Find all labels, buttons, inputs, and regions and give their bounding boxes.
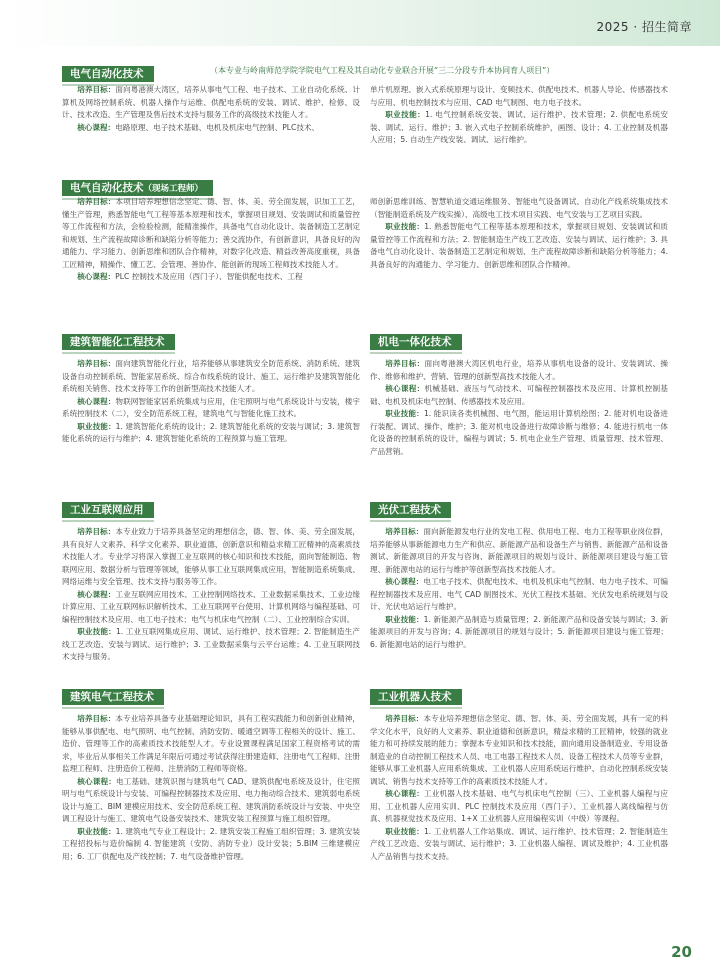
skill-text: 1. 熟悉智能电气工程等基本原理和技术，掌握项目规划、安装调试和质量管控等工作流程和方法；2. 智能制造生产线工艺改造、安装与调试、运行维护；3. 具备电气自动化设计、装备制造工艺制定和规划、生产流程故障诊断和缺陷分析等能力；4. 具备良好的沟通能力、学习能力、创新思维和团队合作精神。 (370, 222, 669, 269)
goal-text: 本专业培养具备专业基础理论知识，具有工程实践能力和创新创业精神，能够从事供配电、电气照明、电气控制、消防安防、暖通空调等工程相关的设计、施工、造价、管理等工作的高素质技术技能型人才。专业设置课程满足国家工程资格考试的需求，毕业后从事相关工作满足年限后可通过考试获得注册建造师、注册电气工程师、注册监理工程师、注册造价工程师、注册消防工程师等资格。 (62, 714, 361, 773)
course-label: 核心课程： (385, 384, 425, 393)
course-text: 电工基础、建筑识图与建筑电气 CAD、建筑供配电系统及设计，住宅照明与电气系统设计与安装、可编程控制器技术及应用、电力拖动综合技术、建筑弱电系统设计与施工、BIM 建模应用技术、安全防范系统工程、建筑消防系统设计与安装、中央空调工程设计与施工、建筑电气设备安装技术、建筑安装工程预算与施工组织管理。 (62, 776, 360, 823)
section-mechatronics (370, 330, 668, 458)
section-body-right (370, 196, 668, 271)
course-text: 电工电子技术、供配电技术、电机及机床电气控制、电力电子技术、可编程控制器技术及应用、电气 CAD 制图技术、光伏工程技术基础、光伏发电系统规划与设计、光伏电站运行与维护。 (370, 577, 669, 611)
course-text: PLC 控制技术及应用（西门子）、智能供配电技术、工程 (115, 272, 303, 281)
skill-text: 1. 新能源产品制造与质量管理；2. 新能源产品和设备安装与调试；3. 新能源项目的开发与咨询；4. 新能源项目的规划与设计；5. 新能源项目建设与施工管理；6. 新能源电站的运行与维护。 (370, 614, 668, 649)
goal-label: 培养目标： (77, 714, 116, 723)
page-number: 20 (671, 943, 692, 961)
course-text-cont: 师创新思维训练、智慧轨道交通运维服务、智能电气设备调试、自动化产线系统集成技术（智能制造系统及产线实操）、高级电工技术项目实践、电气安装与工艺项目实践。 (370, 197, 668, 219)
goal-label: 培养目标： (77, 197, 116, 206)
course-text: 物联网智能家居系统集成与应用，住宅照明与电气系统设计与安装，楼宇系统控制技术（二），安全防范系统工程，建筑电气与智能化施工技术。 (62, 396, 361, 418)
section-industrial-robot (370, 685, 668, 863)
section-title: 建筑电气工程技术 (62, 689, 164, 705)
section-subtitle: （现场工程师） (143, 184, 204, 194)
section-body-left (62, 84, 360, 134)
section-building-electrical (62, 685, 360, 863)
section-title: 机电一体化技术 (370, 334, 462, 350)
section-note: （本专业与岭南师范学院学院电气工程及其自动化专业联合开展“三二分段专升本协同育人项目”） (210, 66, 555, 75)
skill-text: 1. 工业互联网集成应用、调试、运行维护、技术管理；2. 智能制造生产线工艺改造、安装与调试、运行维护；3. 工业数据采集与云平台运维；4. 工业互联网技术支持与服务。 (62, 627, 360, 661)
course-label: 核心课程： (77, 122, 116, 132)
goal-text: 本专业致力于培养具备坚定的理想信念，德、智、体、美、劳全面发展，具有良好人文素养、科学文化素养、职业道德、创新意识和精益求精工匠精神的高素质技术技能人才。专业学习将深入掌握工业互联网的核心知识和技术技能，面向智能制造、物联网应用、数据分析与管理等领域，能够从事工业互联网集成应用，智能制造系统集成、网络运维与安全管理、技术支持与服务等工作。 (62, 527, 361, 586)
course-text: 工业互联网应用技术、工业控制网络技术、工业数据采集技术、工业边缘计算应用、工业互联网标识解析技术、工业互联网平台使用、计算机网络与编程基础、可编程控制技术及应用、电工电子技术；电气与机床电气控制（二）、工业控制综合实训。 (62, 589, 361, 624)
section-industrial-internet (62, 498, 360, 664)
skill-text: 1. 建筑智能化系统的设计；2. 建筑智能化系统的安装与调试；3. 建筑智能化系统的运行与维护；4. 建筑智能化系统的工程预算与施工管理。 (62, 421, 360, 443)
goal-text: 面向粤港澳大湾区机电行业，培养从事机电设备的设计、安装调试、操作、维修和维护、营销、管理的创新型高技术技能人才。 (370, 359, 669, 381)
header-title: 2025 · 招生简章 (596, 20, 692, 34)
section-title: 光伏工程技术 (370, 502, 451, 518)
course-label: 核心课程： (77, 589, 116, 599)
section-title: 工业互联网应用 (62, 502, 154, 518)
skill-label: 职业技能： (385, 409, 424, 418)
section-title (62, 180, 213, 196)
goal-label: 培养目标： (77, 527, 116, 536)
section-photovoltaic (370, 498, 668, 651)
section-body-right (370, 84, 668, 147)
goal-text: 本专业培养理想信念坚定、德、智、体、美、劳全面发展，具有一定的科学文化水平，良好的人文素养、职业道德和创新意识，精益求精的工匠精神，较强的就业能力和可持续发展的能力；掌握本专业知识和技术技能，面向通用设备制造业、专用设备制造业的自动控制工程技术人员、电工电器工程技术人员、设备工程技术人员等专业群，能够从事工业机器人应用系统集成、工业机器人应用系统运行维护、自动化控制系统安装调试、销售与技术支持等工作的高素质技术技能人才。 (370, 714, 669, 786)
goal-text: 面向新能源发电行业的发电工程、供用电工程、电力工程等职业岗位群，培养能够从事新能源电力生产和供应、新能源产品和设备生产与销售、新能源产品和设备测试、新能源项目的开发与咨询、新能源项目的规划与设计、新能源项目建设与施工管理、新能源电站的运行与维护等创新型高技术技能人才。 (370, 527, 669, 574)
skill-text: 1. 工业机器人工作站集成、调试、运行维护、技术管理；2. 智能制造生产线工艺改造、安装与调试、运行维护；3. 工业机器人编程、调试及维护；4. 工业机器人产品销售与技术支持。 (370, 826, 668, 861)
section-building-intelligence (62, 330, 360, 446)
goal-label: 培养目标： (77, 359, 116, 368)
goal-label: 培养目标： (77, 85, 116, 94)
course-label: 核心课程： (385, 789, 424, 798)
skill-label: 职业技能： (77, 826, 116, 836)
course-text: 机械基础、液压与气动技术、可编程控制器技术及应用、计算机控制基础、电机及机床电气控制、传感器技术及应用。 (370, 384, 669, 406)
section-title: 建筑智能化工程技术 (62, 334, 175, 350)
course-label: 核心课程： (385, 577, 424, 586)
section-title: 工业机器人技术 (370, 689, 462, 705)
skill-text: 1. 电气控制系统安装、调试、运行维护、技术管理；2. 供配电系统安装、调试、运行、维护；3. 嵌入式电子控制系统维护，画图、设计；4. 工业控制及机器人应用；5. 自动生产线安装、调试、运行维护。 (370, 110, 668, 144)
course-label: 核心课程： (77, 776, 116, 786)
skill-label: 职业技能： (77, 627, 116, 636)
goal-text: 面向建筑智能化行业，培养能够从事建筑安全防范系统、消防系统、建筑设备自动控制系统、智能家居系统、综合布线系统的设计、施工、运行维护及建筑智能化系统相关销售、技术支持等工作的创新型高技术技能人才。 (62, 359, 361, 393)
section-title: 电气自动化技术 (62, 66, 154, 82)
skill-label: 职业技能： (77, 421, 116, 431)
course-label: 核心课程： (77, 396, 116, 406)
course-text: 电路原理、电子技术基础、电机及机床电气控制、PLC技术、 (115, 122, 320, 132)
goal-label: 培养目标： (385, 527, 424, 536)
skill-label: 职业技能： (385, 614, 424, 624)
skill-label: 职业技能： (385, 826, 424, 836)
section-body-left (62, 196, 360, 284)
skill-text: 1. 能识读各类机械图、电气图，能运用计算机绘图；2. 能对机电设备进行装配、调试、操作、维护；3. 能对机电设备进行故障诊断与维修；4. 能进行机电一体化设备的控制系统的设计，编程与调试；5. 机电企业生产管理、质量管理、技术管理、产品营销。 (370, 409, 668, 456)
goal-text: 本项目培养理想信念坚定、德、智、体、美、劳全面发展，识加工工艺，懂生产管理，熟悉智能电气工程等基本原理和技术，掌握项目规划、安装调试和质量管控等工作流程和方法，会检验检测，能精准操作，具备电气自动化设计、装备制造工艺制定和规划、生产流程故障诊断和缺陷分析等能力；善交流协作，有创新意识，具备良好的沟通能力、学习能力、创新思维和团队合作精神，对数字化改造、精益改善高度重视，具备工匠精神，精操作、懂工艺、会管理、善协作、能创新的现场工程师技术技能人才。 (62, 197, 361, 269)
goal-text: 面向粤港澳大湾区，培养从事电气工程、电子技术、工业自动化系统、计算机及网络控制系统、机器人操作与运维、供配电系统的安装、调试、维护、检修、设计、技术改造、生产管理及售后技术支持与服务工作的高级技术技能人才。 (62, 85, 361, 119)
course-label: 核心课程： (77, 272, 116, 281)
skill-label: 职业技能： (385, 110, 426, 119)
section-electrical-automation-field-engineer (62, 176, 213, 196)
section-electrical-automation (62, 62, 154, 82)
skill-label: 职业技能： (385, 222, 425, 231)
skill-text: 1. 建筑电气专业工程设计；2. 建筑安装工程施工组织管理；3. 建筑安装工程招投标与造价编制 4. 智能建筑（安防、消防专业）设计安装；5.BIM 三维建模应用；6. 工厂供配电及产线控制；7. 电气设备维护管理。 (62, 826, 360, 861)
course-text-cont: 单片机原理、嵌入式系统原理与设计、变频技术、供配电技术、机器人导论、传感器技术与应用、机电控制技术与应用、CAD 电气制图、电力电子技术。 (370, 85, 668, 107)
section-title-text: 电气自动化技术 (70, 182, 144, 194)
course-text: 工业机器人技术基础、电气与机床电气控制（三）、工业机器人编程与应用、工业机器人应用实训、PLC 控制技术及应用（西门子）、工业机器人离线编程与仿真、机器视觉技术及应用、1+X 工业机器人应用编程实训（中级）等课程。 (370, 789, 669, 823)
goal-label: 培养目标： (385, 359, 425, 368)
goal-label: 培养目标： (385, 714, 424, 723)
